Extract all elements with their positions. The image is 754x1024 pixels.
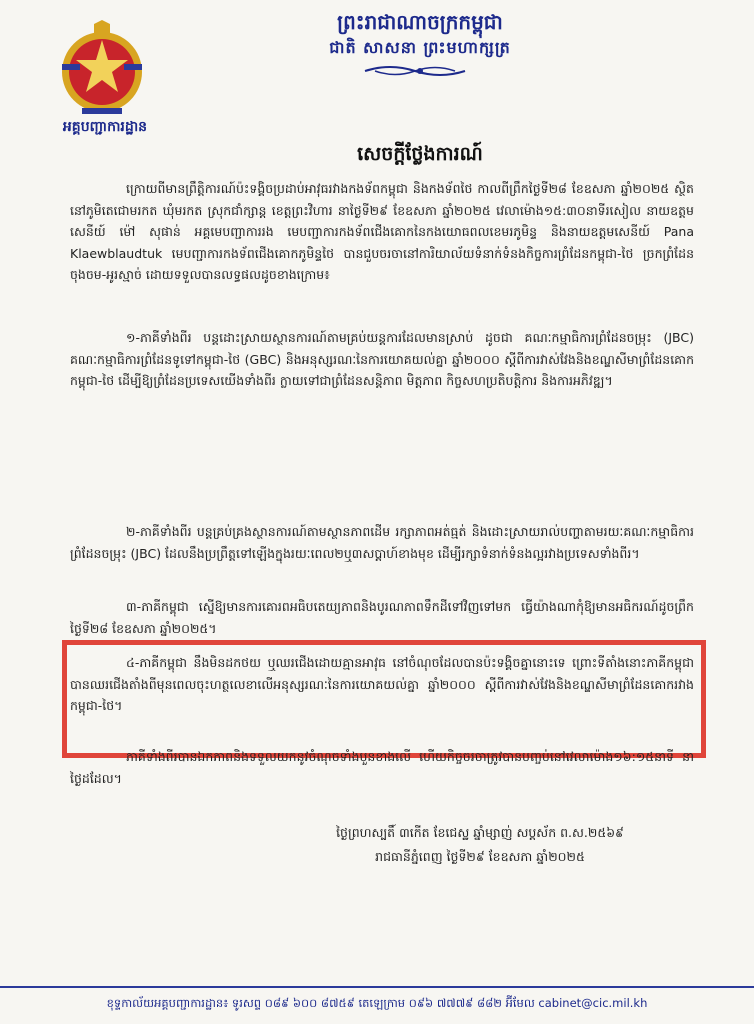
point-1-paragraph	[70, 327, 694, 392]
closing-paragraph	[70, 746, 694, 789]
footer-divider	[0, 986, 754, 988]
national-motto: ជាតិ សាសនា ព្រះមហាក្សត្រ	[329, 38, 511, 57]
point-4-paragraph	[70, 652, 694, 717]
lunar-date-line: ថ្ងៃព្រហស្បតិ៍ ៣កើត ខែជេស្ឋ ឆ្នាំម្សាញ់ សប្តស័ក ព.ស.២៥៦៩	[336, 825, 624, 840]
ornament-divider	[360, 62, 480, 80]
solar-date-line: រាជធានីភ្នំពេញ ថ្ងៃទី២៩ ខែឧសភា ឆ្នាំ២០២៥	[375, 849, 585, 864]
point-3-text: ៣-ភាគីកម្ពុជា ស្នើឱ្យមានការគោរពអធិបតេយ្យភាពនិងបូរណភាពទឹកដីទៅវិញទៅមក ធ្វើយ៉ាងណាកុំឱ្យមានអធិករណ៍ដូចព្រឹកថ្ងៃទី២៨ ខែឧសភា ឆ្នាំ២០២៥។	[70, 599, 694, 636]
closing-text: ភាគីទាំងពីរបានឯកភាពនិងទទួលយកនូវចំណុចទាំងបួនខាងលើ ហើយកិច្ចចរចាត្រូវបានបញ្ចប់នៅវេលាម៉ោង១៦:១៥នាទី នាថ្ងៃដដែល។	[70, 749, 694, 786]
statement-title: សេចក្តីថ្លែងការណ៍	[357, 143, 483, 165]
kingdom-title: ព្រះរាជាណាចក្រកម្ពុជា	[337, 10, 503, 34]
point-2-text: ២-ភាគីទាំងពីរ បន្តគ្រប់គ្រងស្ថានការណ៍តាមស្ថានភាពដើម រក្សាភាពអត់ធ្មត់ និងដោះស្រាយរាល់បញ្ហាតាមរយៈគណៈកម្មាធិការព្រំដែនចម្រុះ (JBC) ដែលនឹងប្រព្រឹត្តទៅឡើងក្នុងរយៈពេល២ឬ៣សប្តាហ៍ខាងមុខ ដើម្បីរក្សាទំនាក់ទំនងល្អរវាងប្រទេសទាំងពីរ។	[70, 524, 694, 561]
footer-contact: ខុទ្ទកាល័យអគ្គបញ្ជាការដ្ឋាន៖ ទូរសព្ទ ០៨៩ ៦០០ ៨៧៥៩ តេឡេក្រាម ០៩៦ ៧៧៧៩ ៨៨២ អ៊ីមែល cabinet@cic.mil.kh	[106, 996, 648, 1010]
point-4-text: ៤-ភាគីកម្ពុជា នឹងមិនដកថយ ឬឈរជើងដោយគ្មានអាវុធ នៅចំណុចដែលបានប៉ះទង្គិចគ្នានោះទេ ព្រោះទីតាំងនោះភាគីកម្ពុជាបានឈរជើងតាំងពីមុនពេលចុះហត្ថលេខាលើអនុស្សរណៈនៃការយោគយល់គ្នា ឆ្នាំ២០០០ ស្តីពីការវាស់វែងនិងខណ្ឌសីមាព្រំដែនគោករវាងកម្ពុជា-ថៃ។	[70, 655, 694, 713]
intro-text: ក្រោយពីមានព្រឹត្តិការណ៍ប៉ះទង្គិចប្រដាប់អាវុធរវាងកងទ័ពកម្ពុជា និងកងទ័ពថៃ កាលពីព្រឹកថ្ងៃទី២៨ ខែឧសភា ឆ្នាំ២០២៥ ស្ថិតនៅភូមិតេជោមរកត ឃុំមរកត ស្រុកជាំក្សាន្ត ខេត្តព្រះវិហារ នាថ្ងៃទី២៩ ខែឧសភា ឆ្នាំ២០២៥ វេលាម៉ោង១៥:៣០នាទីរសៀល នាយឧត្តមសេនីយ៍ ម៉ៅ សុផាន់ អគ្គមេបញ្ជាការរង មេបញ្ជាការកងទ័ពជើងគោកនៃកងយោធពលខេមរភូមិន្ទ និងនាយឧត្តមសេនីយ៍ Pana Klaewblaudtuk មេបញ្ជាការកងទ័ពជើងគោកភូមិន្ទថៃ បានជួបចរចានៅការិយាល័យទំនាក់ទំនងកិច្ចការព្រំដែនកម្ពុជា-ថៃ ច្រកព្រំដែនចុងចម-អូរស្មាច់ ដោយទទួលបានលទ្ធផលដូចខាងក្រោម៖	[70, 181, 694, 282]
point-3-paragraph	[70, 596, 694, 639]
department-label: អគ្គបញ្ជាការដ្ឋាន	[62, 119, 148, 135]
intro-paragraph	[70, 178, 694, 286]
point-2-paragraph	[70, 521, 694, 564]
point-1-text: ១-ភាគីទាំងពីរ បន្តដោះស្រាយស្ថានការណ៍តាមគ្រប់យន្តការដែលមានស្រាប់ ដូចជា គណៈកម្មាធិការព្រំដែនចម្រុះ (JBC) គណៈកម្មាធិការព្រំដែនទូទៅកម្ពុជា-ថៃ (GBC) និងអនុស្សរណៈនៃការយោគយល់គ្នា ឆ្នាំ២០០០ ស្តីពីការវាស់វែងនិងខណ្ឌសីមាព្រំដែនគោកកម្ពុជា-ថៃ ដើម្បីឱ្យព្រំដែនប្រទេសយើងទាំងពីរ ក្លាយទៅជាព្រំដែនសន្តិភាព មិត្តភាព កិច្ចសហប្រតិបត្តិការ និងការអភិវឌ្ឍ។	[70, 330, 694, 388]
military-emblem-logo	[52, 20, 152, 120]
